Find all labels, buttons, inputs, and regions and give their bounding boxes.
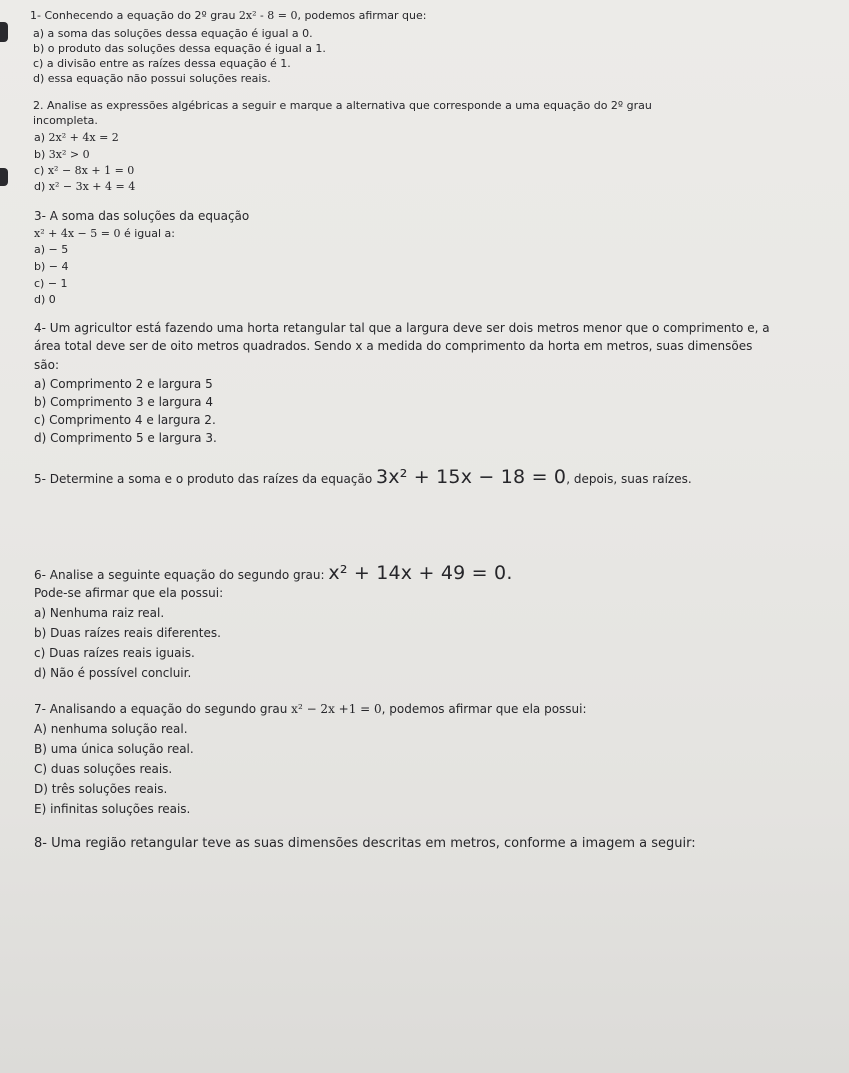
question-7-option-b: B) uma única solução real.: [34, 742, 194, 756]
question-1-option-c: c) a divisão entre as raízes dessa equação é 1.: [33, 57, 291, 70]
question-3-option-b: b) − 4: [34, 260, 69, 273]
question-3-option-c: c) − 1: [34, 277, 68, 290]
question-2-stem-cont: incompleta.: [33, 114, 98, 127]
page-edge-mark: [0, 168, 8, 186]
question-4-option-a: a) Comprimento 2 e largura 5: [34, 377, 213, 391]
question-4-option-c: c) Comprimento 4 e largura 2.: [34, 413, 216, 427]
question-6-option-c: c) Duas raízes reais iguais.: [34, 646, 195, 660]
question-4-option-d: d) Comprimento 5 e largura 3.: [34, 431, 217, 445]
question-7-option-a: A) nenhuma solução real.: [34, 722, 188, 736]
question-1-stem: 1- Conhecendo a equação do 2º grau 2x² - 8 = 0, podemos afirmar que:: [30, 9, 427, 22]
question-7-option-e: E) infinitas soluções reais.: [34, 802, 191, 816]
question-6-option-b: b) Duas raízes reais diferentes.: [34, 626, 221, 640]
question-6-stem: 6- Analise a seguinte equação do segundo grau: x² + 14x + 49 = 0.: [34, 562, 513, 584]
question-3-option-d: d) 0: [34, 293, 56, 306]
question-8-stem: 8- Uma região retangular teve as suas dimensões descritas em metros, conforme a imagem a seguir:: [34, 836, 696, 851]
question-2-stem: 2. Analise as expressões algébricas a seguir e marque a alternativa que corresponde a uma equação do 2º grau: [33, 99, 652, 112]
question-3-option-a: a) − 5: [34, 243, 69, 256]
question-2-option-a: a) 2x² + 4x = 2: [34, 131, 119, 144]
question-2-option-c: c) x² − 8x + 1 = 0: [34, 164, 135, 177]
question-7-option-d: D) três soluções reais.: [34, 782, 168, 796]
question-3-stem: 3- A soma das soluções da equação: [34, 209, 250, 223]
question-2-option-b: b) 3x² > 0: [34, 148, 90, 161]
question-2-option-d: d) x² − 3x + 4 = 4: [34, 180, 136, 193]
question-7-stem: 7- Analisando a equação do segundo grau x² − 2x +1 = 0, podemos afirmar que ela possui:: [34, 702, 587, 716]
question-4-stem: 4- Um agricultor está fazendo uma horta retangular tal que a largura deve ser dois metros menor que o comprimento e, a: [34, 321, 770, 335]
question-1-option-b: b) o produto das soluções dessa equação é igual a 1.: [33, 42, 326, 55]
question-7-option-c: C) duas soluções reais.: [34, 762, 173, 776]
question-6-option-a: a) Nenhuma raiz real.: [34, 606, 165, 620]
question-5-stem: 5- Determine a soma e o produto das raízes da equação 3x² + 15x − 18 = 0, depois, suas raízes.: [34, 466, 692, 488]
question-4-option-b: b) Comprimento 3 e largura 4: [34, 395, 213, 409]
question-4-stem-cont: área total deve ser de oito metros quadrados. Sendo x a medida do comprimento da horta em metros, suas dimensões: [34, 339, 753, 353]
question-6-stem-cont: Pode-se afirmar que ela possui:: [34, 586, 224, 600]
question-4-stem-cont2: são:: [34, 358, 59, 372]
question-1-option-d: d) essa equação não possui soluções reais.: [33, 72, 271, 85]
question-3-stem-equation: x² + 4x − 5 = 0 é igual a:: [34, 227, 175, 240]
page-edge-mark: [0, 22, 8, 42]
question-1-option-a: a) a soma das soluções dessa equação é igual a 0.: [33, 27, 313, 40]
question-6-option-d: d) Não é possível concluir.: [34, 666, 192, 680]
